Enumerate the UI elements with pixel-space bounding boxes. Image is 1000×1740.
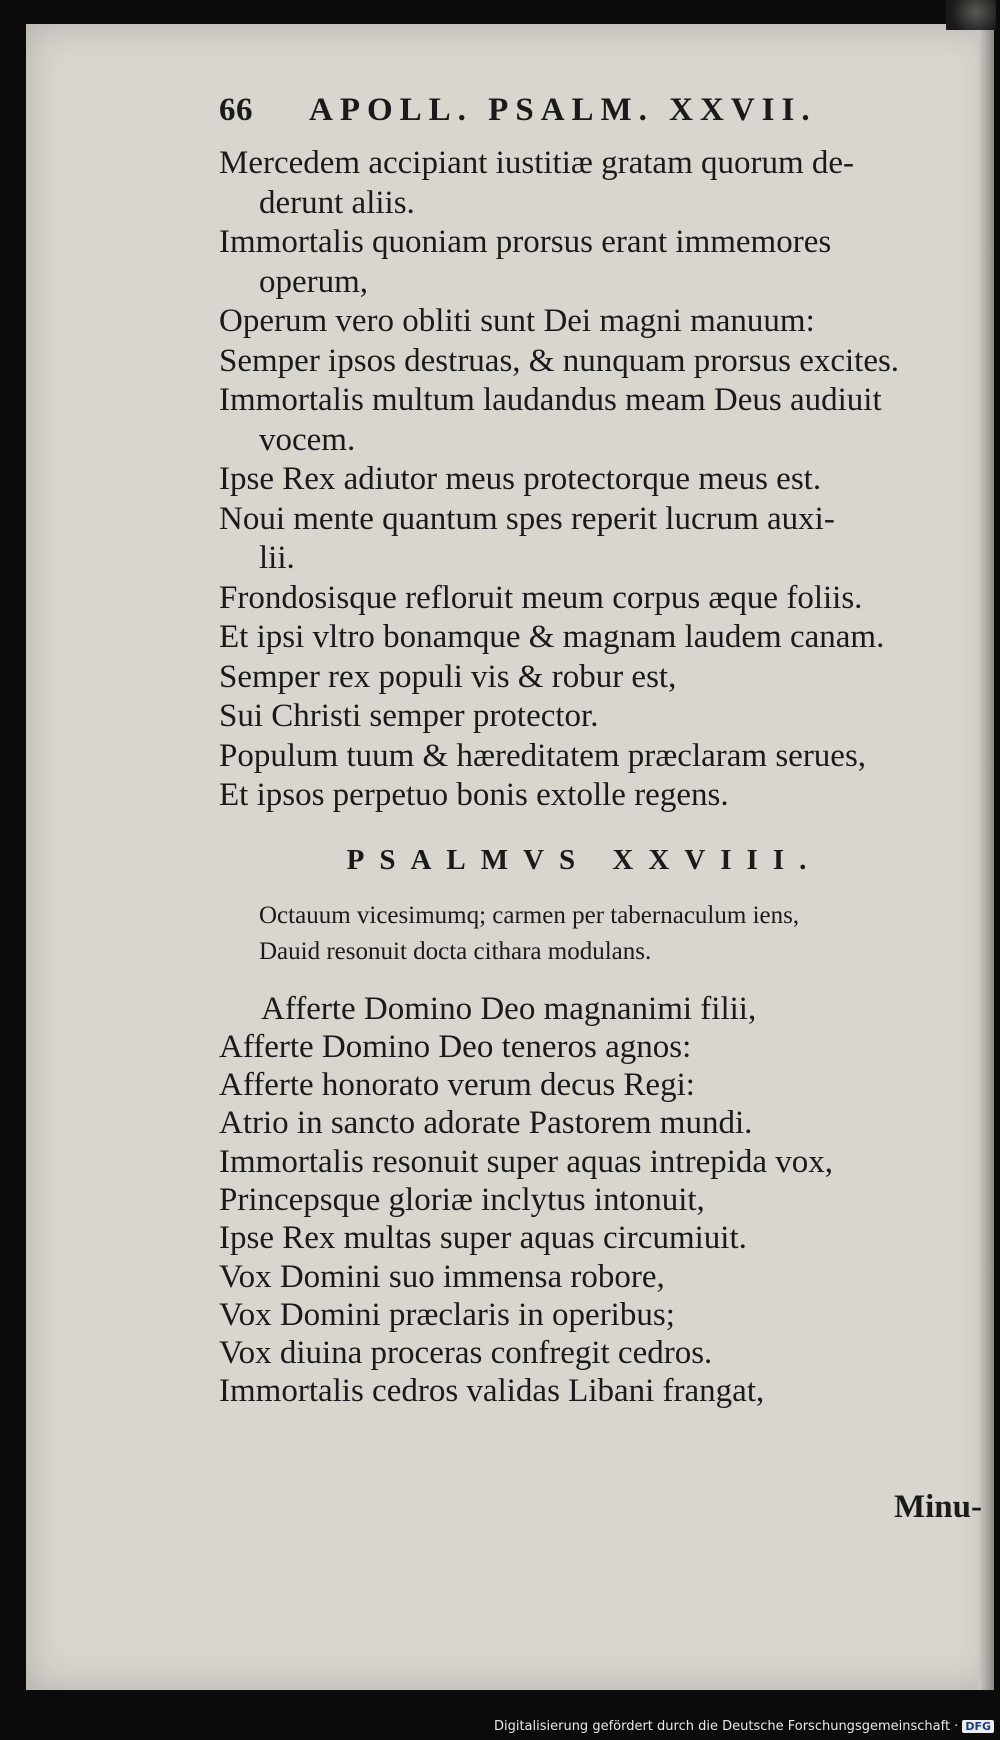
running-header xyxy=(219,92,1000,144)
verse-line: Vox diuina proceras confregit cedros. xyxy=(219,1335,713,1372)
verse-line: lii. xyxy=(259,540,295,576)
verse-line: derunt aliis. xyxy=(259,184,415,221)
dfg-logo-icon: DFG xyxy=(962,1720,994,1733)
catchword: Minu- xyxy=(893,1489,982,1525)
verse-line: Immortalis cedros validas Libani frangat, xyxy=(219,1373,765,1410)
verse-line: Afferte Domino Deo magnanimi filii, xyxy=(261,990,757,1027)
text-block xyxy=(219,92,1000,1411)
page-number: 66 xyxy=(219,92,253,128)
verse-line: operum, xyxy=(259,263,369,300)
argument-line: Dauid resonuit docta cithara modulans. xyxy=(259,937,652,965)
verse-line: Ipse Rex adiutor meus protectorque meus est. xyxy=(219,461,822,497)
psalm-27-verses xyxy=(219,144,1000,816)
digitization-footer xyxy=(494,1719,994,1734)
psalm-28-argument xyxy=(219,898,1000,970)
scan-corner-mark xyxy=(946,0,996,30)
verse-line: Populum tuum & hæreditatem præclaram serues, xyxy=(219,737,867,774)
argument-line: Octauum vicesimumq; carmen per tabernaculum iens, xyxy=(259,901,800,929)
verse-line: vocem. xyxy=(259,421,356,458)
verse-line: Princepsque gloriæ inclytus intonuit, xyxy=(219,1181,705,1218)
verse-line: Immortalis resonuit super aquas intrepida vox, xyxy=(219,1143,834,1180)
verse-line: Operum vero obliti sunt Dei magni manuum: xyxy=(219,303,815,339)
verse-line: Semper rex populi vis & robur est, xyxy=(219,658,677,695)
verse-line: Et ipsos perpetuo bonis extolle regens. xyxy=(219,777,729,813)
verse-line: Afferte Domino Deo teneros agnos: xyxy=(219,1028,692,1065)
psalm-28-title: PSALMVS XXVIII. xyxy=(346,843,822,876)
verse-line: Et ipsi vltro bonamque & magnam laudem canam. xyxy=(219,619,885,655)
verse-line: Mercedem accipiant iustitiæ gratam quorum de- xyxy=(219,145,855,181)
book-page xyxy=(26,24,994,1690)
running-title: APOLL. PSALM. XXVII. xyxy=(309,92,817,128)
verse-line: Vox Domini suo immensa robore, xyxy=(219,1258,665,1295)
verse-line: Afferte honorato verum decus Regi: xyxy=(219,1067,695,1104)
verse-line: Frondosisque refloruit meum corpus æque foliis. xyxy=(219,579,863,616)
verse-line: Vox Domini præclaris in operibus; xyxy=(219,1296,675,1333)
footer-credit: Digitalisierung gefördert durch die Deutsche Forschungsgemeinschaft · xyxy=(493,1719,959,1734)
psalm-28-verses xyxy=(219,990,1000,1411)
verse-line: Immortalis quoniam prorsus erant immemores xyxy=(219,224,832,260)
verse-line: Ipse Rex multas super aquas circumiuit. xyxy=(219,1220,747,1257)
verse-line: Atrio in sancto adorate Pastorem mundi. xyxy=(219,1105,753,1142)
verse-line: Noui mente quantum spes reperit lucrum auxi- xyxy=(219,500,835,537)
verse-line: Semper ipsos destruas, & nunquam prorsus excites. xyxy=(219,342,900,379)
verse-line: Immortalis multum laudandus meam Deus audiuit xyxy=(219,382,882,418)
verse-line: Sui Christi semper protector. xyxy=(219,698,599,734)
